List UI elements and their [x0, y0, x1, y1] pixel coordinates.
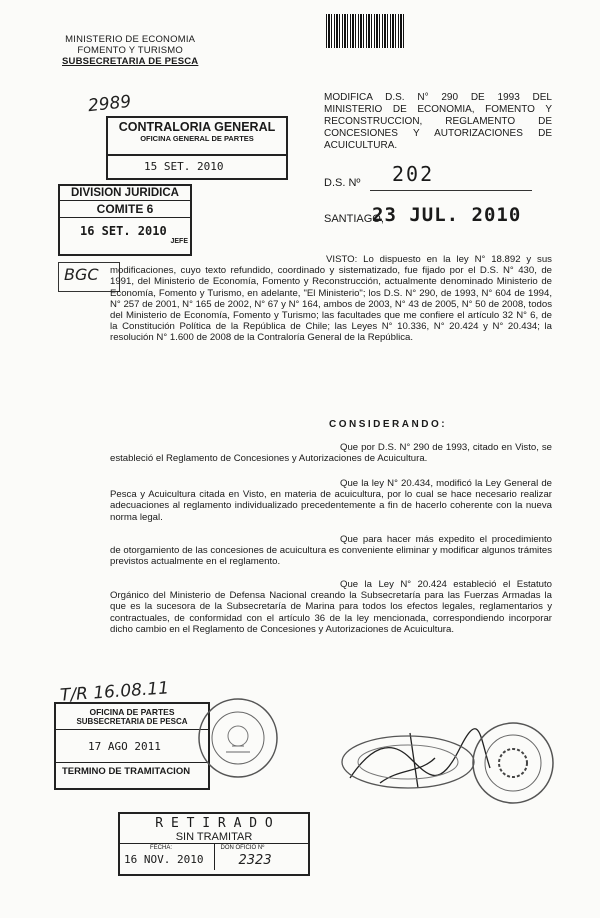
ds-label: D.S. Nº: [324, 177, 361, 189]
document-title: MODIFICA D.S. N° 290 DE 1993 DEL MINISTERIO DE ECONOMIA, FOMENTO Y RECONSTRUCCION, REGLAMENTO DE CONCESIONES Y AUTORIZACIONES DE ACUICULTURA.: [324, 92, 552, 151]
stamp-division-committee: COMITE 6: [60, 201, 190, 218]
chile-republic-seal: [470, 720, 556, 806]
considerando-paragraph-1: Que por D.S. N° 290 de 1993, citado en Visto, se estableció el Reglamento de Concesiones y Autorizaciones de Acuicultura.: [110, 442, 552, 465]
stamp-oficina-sub: SUBSECRETARIA DE PESCA: [76, 717, 188, 726]
ministry-seal-oval: [338, 732, 478, 792]
stamp-oficina-date: 17 AGO 2011: [56, 730, 208, 763]
visto-text: Lo dispuesto en la ley N° 18.892 y sus modificaciones, cuyo texto refundido, coordinado y sistematizado, fue fijado por el D.S. N° 430, de 1991, del Ministerio de Economía, Fomento y Reconstrucción, actualmente denominado Ministerio de Economía, Fomento y Turismo, en adelante, "El Ministerio"; los D.S. N° 290, de 1993, N° 604 de 1994, N° 257 de 2001, N° 165 de 2002, N° 67 y N° 164, ambos de 2003, N° 43 de 2005, N° 50 de 2008, todos del Ministerio de Economía, Fomento y Turismo; las facultades que me confiere el artículo 32 N° 6, de la Constitución Política de la República de Chile; las Leyes N° 10.336, N° 20.424 y N° 20.434; la resolución N° 1.600 de 2008 de la Contraloría General de la República.: [110, 254, 552, 344]
stamp-retirado-sub: SIN TRAMITAR: [120, 831, 308, 844]
stamp-oficina-partes: [54, 702, 210, 790]
visto-label: VISTO:: [326, 254, 358, 265]
ministry-seal: [196, 696, 280, 780]
handwritten-tr-date: T/R 16.08.11: [59, 678, 170, 706]
barcode-image: [326, 14, 404, 48]
santiago-label: SANTIAGO,: [324, 213, 384, 225]
stamp-division-role: JEFE: [170, 238, 188, 245]
header-ministry: MINISTERIO DE ECONOMIA: [65, 34, 196, 45]
stamp-division-juridica: [58, 184, 192, 256]
stamp-contraloria-date: 15 SET. 2010: [144, 160, 224, 173]
considerando-paragraph-3: Que para hacer más expedito el procedimiento de otorgamiento de las concesiones de acuicultura es conveniente eliminar y modificar algunos trámites previstos actualmente en el reglamento.: [110, 534, 552, 568]
ministry-header: [62, 34, 198, 67]
stamp-retirado-date: 16 NOV. 2010: [124, 853, 204, 866]
stamp-oficina-footer: TERMINO DE TRAMITACION: [62, 766, 191, 777]
stamp-retirado-oficio-label: DON OFICIO Nº: [220, 845, 265, 851]
considerando-heading: CONSIDERANDO:: [329, 419, 448, 430]
header-ministry-sub: FOMENTO Y TURISMO: [77, 45, 183, 56]
stamp-contraloria-office: OFICINA GENERAL DE PARTES: [140, 134, 254, 143]
stamp-division-date: 16 SET. 2010: [80, 224, 167, 238]
stamp-retirado-title: R E T I R A D O: [155, 816, 273, 831]
stamp-retirado-oficio-number: 2323: [238, 853, 272, 868]
header-subsecretaria: SUBSECRETARIA DE PESCA: [62, 56, 199, 67]
ds-number: 202: [392, 162, 435, 186]
visto-paragraph: [110, 254, 552, 344]
santiago-date: 23 JUL. 2010: [372, 204, 522, 226]
stamp-division-title: DIVISION JURIDICA: [60, 186, 190, 201]
stamp-oficina-title: OFICINA DE PARTES: [89, 707, 175, 717]
ds-number-underline: [370, 190, 532, 191]
stamp-retirado: [118, 812, 310, 876]
stamp-contraloria-title: CONTRALORIA GENERAL: [118, 120, 276, 134]
stamp-contraloria: [106, 116, 288, 180]
handwritten-initials: BGC: [64, 265, 99, 284]
considerando-paragraph-2: Que la ley N° 20.434, modificó la Ley General de Pesca y Acuicultura citada en Visto, en materia de acuicultura, por lo cual se hace necesario realizar adecuaciones al reglamento individualizado precedentemente a fin de hacerlo coherente con la nueva norma legal.: [110, 478, 552, 523]
handwritten-number: 2989: [87, 91, 133, 117]
stamp-retirado-fecha-label: FECHA:: [150, 845, 173, 851]
considerando-paragraph-4: Que la Ley N° 20.424 estableció el Estatuto Orgánico del Ministerio de Defensa Nacional creando la Subsecretaría para las Fuerzas Armadas la que es la sucesora de la Subsecretaría de Marina para todos los efectos legales, reglamentarios y contractuales, de conformidad con el artículo 36 de la ley mencionada, correspondiendo incorporar dicho cambio en el Reglamento de Concesiones y Autorizaciones de Acuicultura.: [110, 579, 552, 635]
